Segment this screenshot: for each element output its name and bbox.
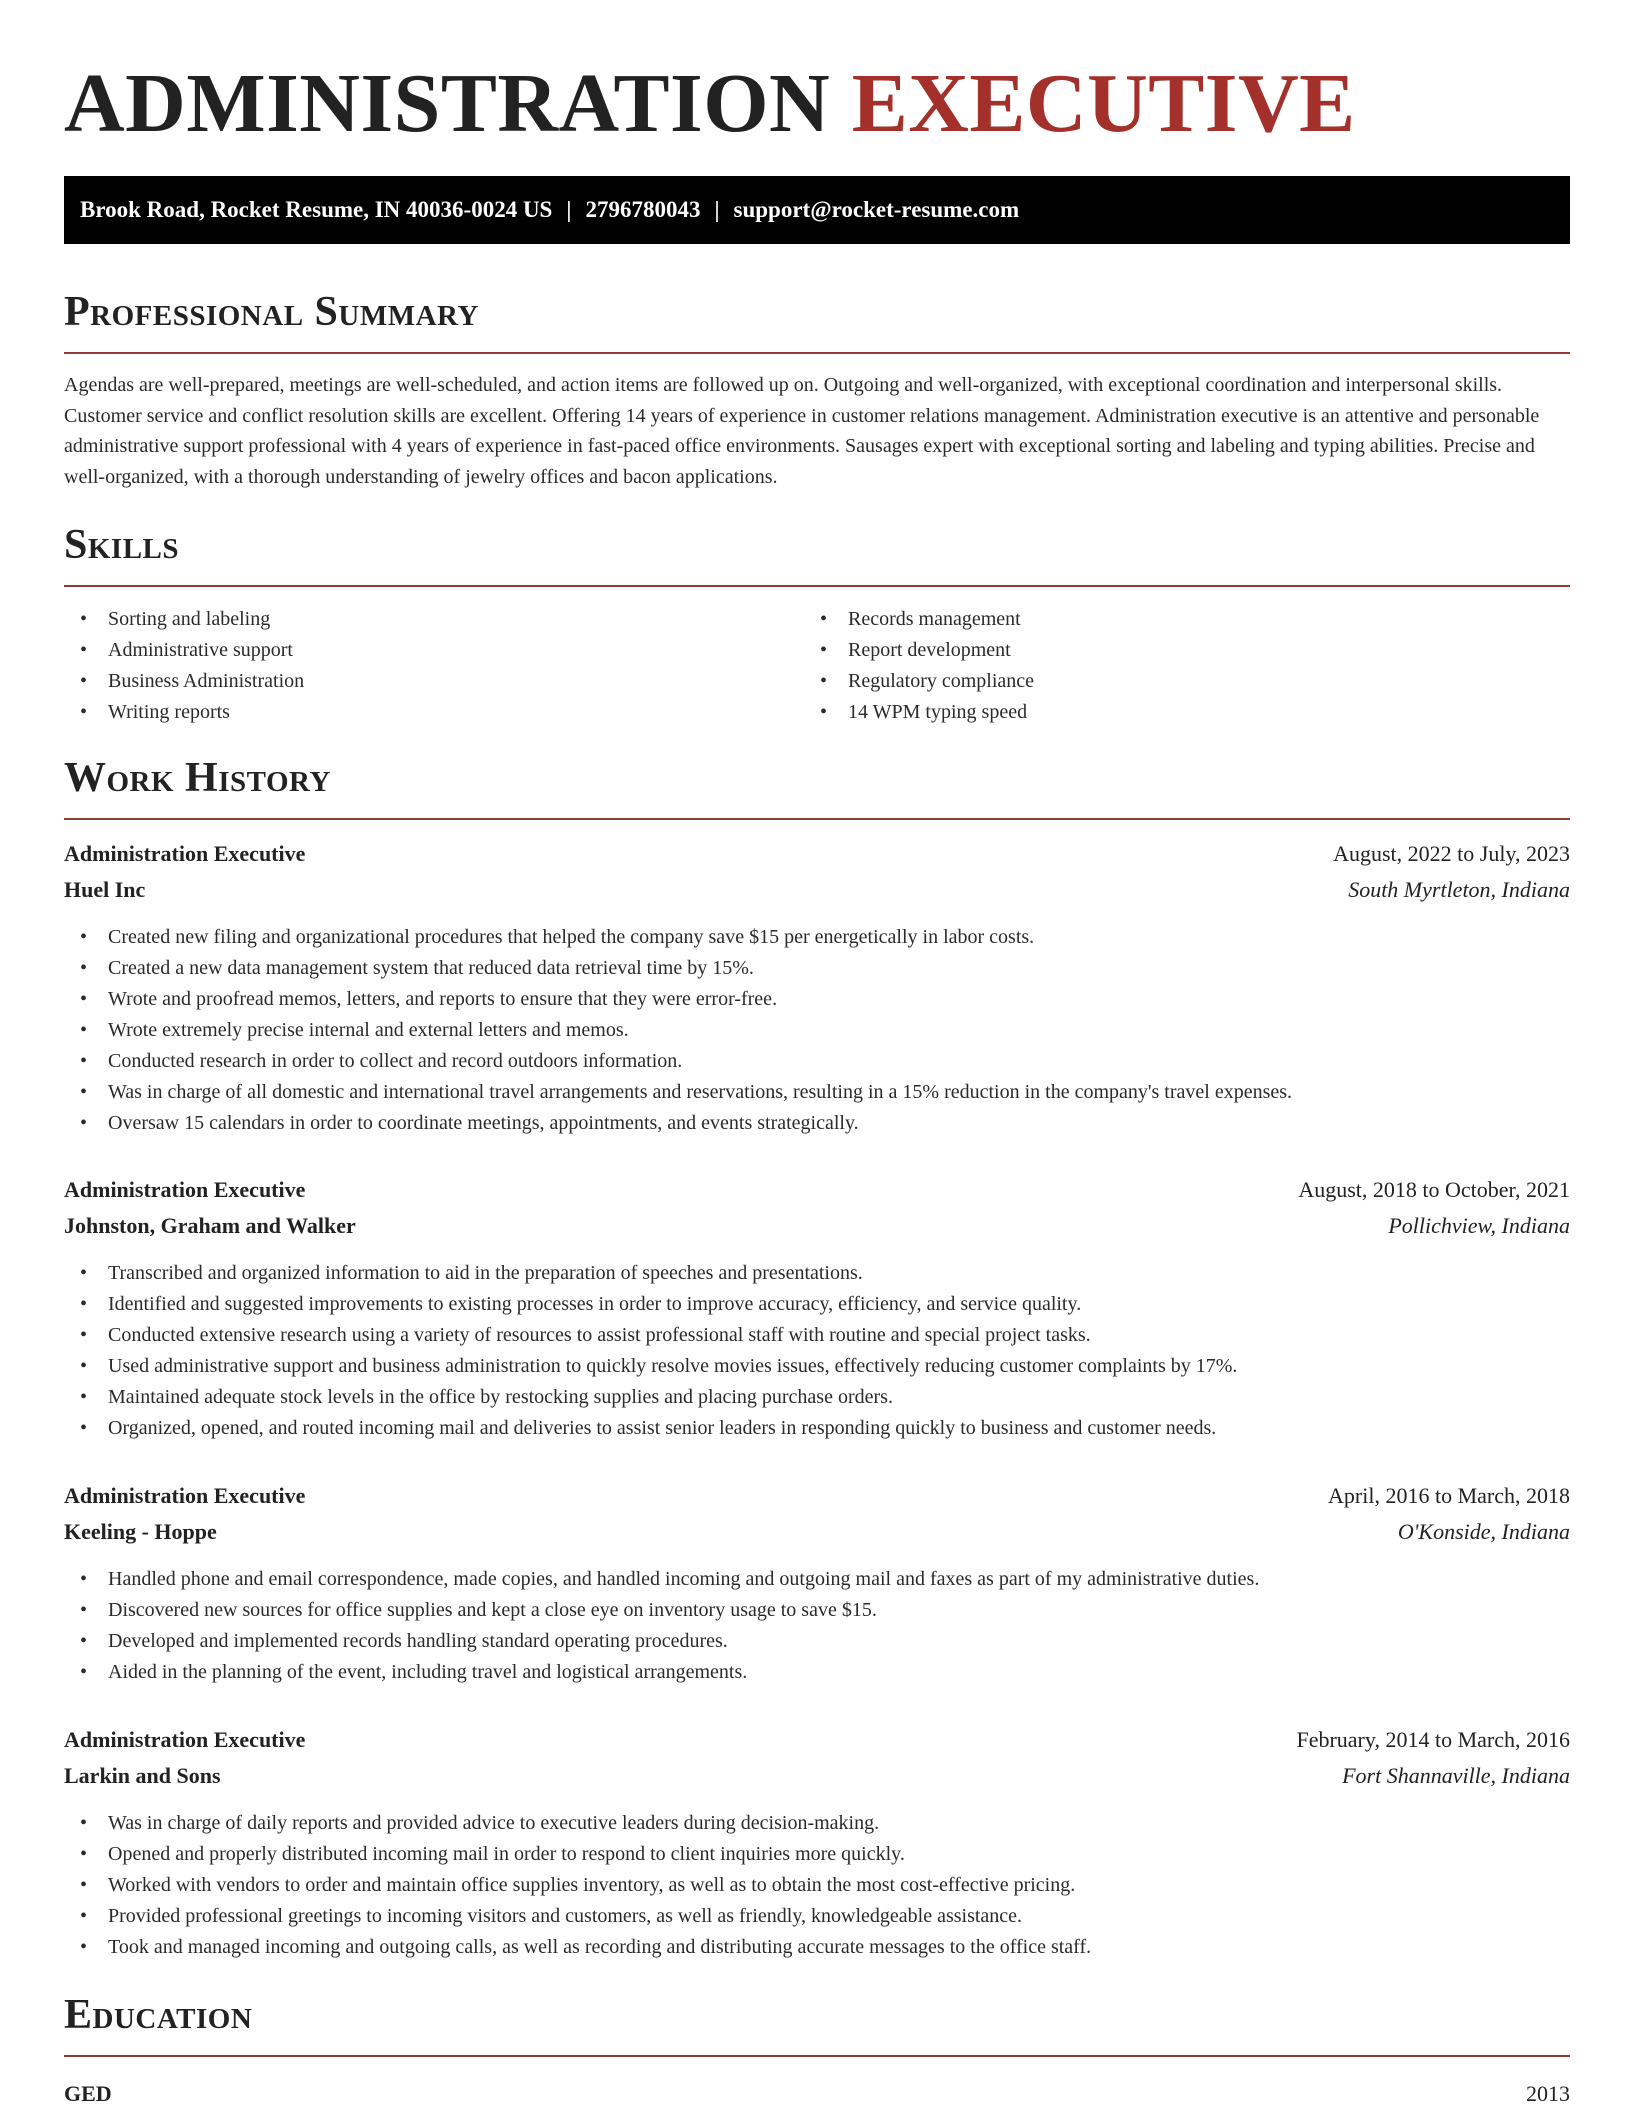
contact-separator: | — [566, 197, 572, 222]
education-heading: Education — [64, 1992, 253, 2038]
job-dates: February, 2014 to March, 2016 — [1296, 1727, 1570, 1752]
contact-separator: | — [714, 197, 720, 222]
job-entry — [64, 1478, 1570, 1688]
job-entry — [64, 836, 1570, 1139]
job-bullet: • Conducted extensive research using a variety of resources to assist professional staff with routine and special project tasks. — [80, 1320, 1570, 1351]
job-bullet: • Used administrative support and business administration to quickly resolve movies issues, effectively reducing customer complaints by 17%. — [80, 1351, 1570, 1382]
job-company: Larkin and Sons — [64, 1763, 221, 1788]
job-company: Johnston, Graham and Walker — [64, 1213, 356, 1238]
job-bullet: • Took and managed incoming and outgoing calls, as well as recording and distributing accurate messages to the office staff. — [80, 1932, 1570, 1963]
job-bullet: • Aided in the planning of the event, including travel and logistical arrangements. — [80, 1657, 1570, 1688]
education-section-header — [64, 1989, 1570, 2057]
skills-column-1 — [80, 604, 304, 728]
job-bullet: • Organized, opened, and routed incoming mail and deliveries to assist senior leaders in responding quickly to business and customer needs. — [80, 1413, 1570, 1444]
education-degree: GED — [64, 2081, 112, 2106]
skills-column-2 — [820, 604, 1034, 728]
job-location: South Myrtleton, Indiana — [1348, 877, 1570, 902]
job-location: O'Konside, Indiana — [1397, 1519, 1570, 1544]
work-heading: Work History — [64, 755, 331, 801]
job-bullet: • Provided professional greetings to incoming visitors and customers, as well as friendly, knowledgeable assistance. — [80, 1901, 1570, 1932]
job-entry — [64, 1172, 1570, 1444]
title-part-2: EXECUTIVE — [851, 57, 1356, 150]
work-section-header — [64, 752, 1570, 820]
job-bullet: • Developed and implemented records handling standard operating procedures. — [80, 1626, 1570, 1657]
job-role: Administration Executive — [64, 1727, 306, 1752]
job-dates: August, 2018 to October, 2021 — [1298, 1177, 1570, 1202]
job-bullet: • Was in charge of all domestic and international travel arrangements and reservations, resulting in a 15% reduction in the company's travel expenses. — [80, 1077, 1570, 1108]
skills-heading: Skills — [64, 522, 180, 568]
job-bullet: • Identified and suggested improvements to existing processes in order to improve accuracy, efficiency, and service quality. — [80, 1289, 1570, 1320]
contact-bar — [64, 176, 1570, 244]
job-bullet: • Created a new data management system that reduced data retrieval time by 15%. — [80, 953, 1570, 984]
job-role: Administration Executive — [64, 1483, 306, 1508]
job-bullets — [80, 1564, 1570, 1688]
summary-heading: Professional Summary — [64, 289, 479, 335]
job-company: Keeling - Hoppe — [64, 1519, 217, 1544]
skill-item: • Records management — [820, 604, 1034, 635]
contact-phone: 2796780043 — [585, 197, 701, 222]
skills-section-header — [64, 519, 1570, 587]
education-year: 2013 — [1526, 2081, 1570, 2106]
job-dates: August, 2022 to July, 2023 — [1333, 841, 1570, 866]
job-dates: April, 2016 to March, 2018 — [1328, 1483, 1570, 1508]
summary-text: Agendas are well-prepared, meetings are well-scheduled, and action items are followed up on. Outgoing and well-organized, with exceptional coordination and interpersonal skills. Customer service and conflict resolution skills are excellent. Offering 14 years of experience in customer relations management. Administration executive is an attentive and personable administrative support professional with 4 years of experience in fast-paced office environments. Sausages expert with exceptional sorting and labeling and typing abilities. Precise and well-organized, with a thorough understanding of jewelry offices and bacon applications. — [64, 374, 1540, 488]
resume-title — [64, 56, 1356, 152]
skill-item: • Sorting and labeling — [80, 604, 304, 635]
job-company: Huel Inc — [64, 877, 146, 902]
skill-item: • Regulatory compliance — [820, 666, 1034, 697]
education-entry — [64, 2076, 1570, 2112]
job-bullet: • Created new filing and organizational procedures that helped the company save $15 per energetically in labor costs. — [80, 922, 1570, 953]
job-bullet: • Opened and properly distributed incoming mail in order to respond to client inquiries more quickly. — [80, 1839, 1570, 1870]
summary-section-header — [64, 286, 1570, 354]
job-bullet: • Handled phone and email correspondence, made copies, and handled incoming and outgoing mail and faxes as part of my administrative duties. — [80, 1564, 1570, 1595]
job-location: Pollichview, Indiana — [1388, 1213, 1570, 1238]
contact-address: Brook Road, Rocket Resume, IN 40036-0024 US — [80, 197, 553, 222]
job-bullets — [80, 922, 1570, 1139]
job-location: Fort Shannaville, Indiana — [1342, 1763, 1570, 1788]
skill-item: • 14 WPM typing speed — [820, 697, 1034, 728]
job-bullet: • Wrote extremely precise internal and external letters and memos. — [80, 1015, 1570, 1046]
contact-email: support@rocket-resume.com — [733, 197, 1020, 222]
job-bullet: • Transcribed and organized information to aid in the preparation of speeches and presentations. — [80, 1258, 1570, 1289]
job-bullet: • Oversaw 15 calendars in order to coordinate meetings, appointments, and events strategically. — [80, 1108, 1570, 1139]
job-bullet: • Discovered new sources for office supplies and kept a close eye on inventory usage to save $15. — [80, 1595, 1570, 1626]
job-bullet: • Wrote and proofread memos, letters, and reports to ensure that they were error-free. — [80, 984, 1570, 1015]
skill-item: • Writing reports — [80, 697, 304, 728]
job-bullets — [80, 1258, 1570, 1444]
title-part-1: ADMINISTRATION — [64, 57, 831, 150]
job-bullets — [80, 1808, 1570, 1963]
job-entry — [64, 1722, 1570, 1963]
job-role: Administration Executive — [64, 841, 306, 866]
job-role: Administration Executive — [64, 1177, 306, 1202]
job-bullet: • Worked with vendors to order and maintain office supplies inventory, as well as to obtain the most cost-effective pricing. — [80, 1870, 1570, 1901]
skill-item: • Business Administration — [80, 666, 304, 697]
job-bullet: • Maintained adequate stock levels in the office by restocking supplies and placing purchase orders. — [80, 1382, 1570, 1413]
job-bullet: • Was in charge of daily reports and provided advice to executive leaders during decision-making. — [80, 1808, 1570, 1839]
job-bullet: • Conducted research in order to collect and record outdoors information. — [80, 1046, 1570, 1077]
skill-item: • Report development — [820, 635, 1034, 666]
skill-item: • Administrative support — [80, 635, 304, 666]
